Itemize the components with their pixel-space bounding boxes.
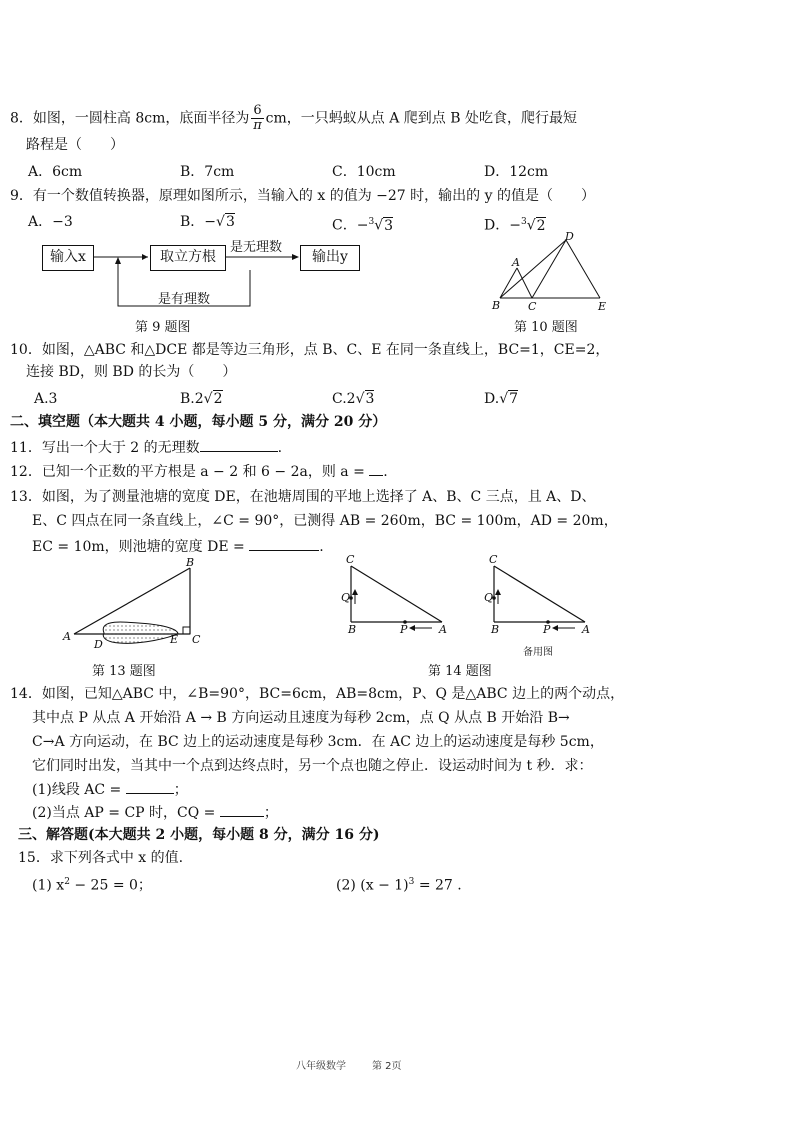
q11-line: 11．写出一个大于 2 的无理数 .	[10, 437, 282, 457]
q14-spare-label-q: Q	[484, 591, 494, 604]
q14-line1: 14．如图，已知△ABC 中，∠B=90°，BC=6cm，AB=8cm，P、Q 是△ABC 边上的两个动点，	[10, 686, 625, 702]
q14-line2: 其中点 P 从点 A 开始沿 A → B 方向运动且速度为每秒 2cm，点 Q 从点 B 开始沿 B→	[32, 710, 570, 726]
q8-line1-a: 8．如图，一圆柱高 8cm，底面半径为	[10, 110, 250, 127]
q8-option-c: C．10cm	[332, 164, 396, 180]
section3-heading: 三、解答题(本大题共 2 小题，每小题 8 分，满分 16 分)	[18, 827, 380, 843]
section2-heading: 二、填空题（本大题共 4 小题，每小题 5 分，满分 20 分）	[10, 414, 387, 430]
q12-line: 12．已知一个正数的平方根是 a − 2 和 6 − 2a，则 a = .	[10, 461, 388, 481]
q14-line4: 它们同时出发，当其中一个点到达终点时，另一个点也随之停止．设运动时间为 t 秒．求：	[32, 758, 593, 774]
q8-line2: 路程是（ ）	[26, 137, 124, 153]
q10-label-d: D	[565, 230, 574, 243]
q14-part2: (2)当点 AP = CP 时，CQ = ；	[32, 802, 278, 822]
q9-option-b: B．−√3	[180, 214, 235, 230]
q10-option-a: A.3	[34, 391, 58, 407]
q13-line3: EC = 10m，则池塘的宽度 DE = .	[32, 536, 324, 556]
q9-caption: 第 9 题图	[135, 320, 191, 335]
q9-process-box: 取立方根	[150, 245, 226, 271]
q14-label-p: P	[400, 623, 408, 636]
q10-label-e: E	[598, 300, 607, 313]
q8-fraction-num: 6	[253, 103, 262, 118]
q14-spare-caption: 备用图	[523, 647, 553, 658]
q14-spare-label-b: B	[491, 623, 500, 636]
q10-caption: 第 10 题图	[514, 320, 578, 335]
q10-label-b: B	[492, 299, 501, 312]
q14-label-c: C	[346, 553, 355, 566]
q9-output-box: 输出y	[300, 245, 360, 271]
q14-label-a: A	[439, 623, 447, 636]
q14-label-b: B	[348, 623, 357, 636]
q14-label-q: Q	[341, 591, 351, 604]
q9-option-a: A．−3	[28, 214, 73, 230]
q10-option-d: D.√7	[484, 391, 519, 407]
q9-line1: 9．有一个数值转换器，原理如图所示，当输入的 x 的值为 −27 时，输出的 y 的值是（ ）	[10, 188, 595, 204]
q15-part1: (1) $x^2 - 25 = 0$；	[32, 877, 152, 894]
q13-label-c: C	[192, 633, 201, 646]
q8-option-d: D．12cm	[484, 164, 549, 180]
q13-label-e: E	[170, 633, 179, 646]
q10-option-b: B.2√2	[180, 391, 223, 407]
footer-subject: 八年级数学	[296, 1061, 346, 1072]
q15-line1: 15．求下列各式中 x 的值.	[18, 850, 184, 866]
q8-option-b: B．7cm	[180, 164, 235, 180]
q13-label-d: D	[94, 638, 103, 651]
q9-option-d: D．−$^3$√2	[484, 217, 546, 234]
q14-spare-label-p: P	[543, 623, 551, 636]
q8-option-a: A．6cm	[28, 164, 83, 180]
footer-page: 第 2页	[372, 1061, 402, 1072]
q8-line1-b: cm，一只蚂蚁从点 A 爬到点 B 处吃食，爬行最短	[265, 110, 577, 127]
q9-option-c: C．−$^3$√3	[332, 217, 394, 234]
q13-line2: E、C 四点在同一条直线上，∠C = 90°，已测得 AB = 260m，BC = 100m，AD = 20m，	[32, 513, 618, 529]
q13-caption: 第 13 题图	[92, 664, 156, 679]
q14-line3: C→A 方向运动，在 BC 边上的运动速度是每秒 3cm．在 AC 边上的运动速度是每秒 5cm，	[32, 734, 604, 750]
q14-caption: 第 14 题图	[428, 664, 492, 679]
q10-line1: 10．如图，△ABC 和△DCE 都是等边三角形，点 B、C、E 在同一条直线上，BC=1，CE=2，	[10, 342, 610, 358]
q14-spare-label-a: A	[582, 623, 590, 636]
q10-option-c: C.2√3	[332, 391, 375, 407]
q15-part2: (2) $(x - 1)^3 = 27$ .	[336, 877, 462, 894]
q9-irrational-label: 是无理数	[230, 240, 283, 255]
q10-label-a: A	[512, 256, 520, 269]
q13-line1: 13．如图，为了测量池塘的宽度 DE，在池塘周围的平地上选择了 A、B、C 三点，且 A、D、	[10, 489, 596, 505]
q14-part1: (1)线段 AC = ；	[32, 779, 188, 799]
q13-label-b: B	[186, 556, 195, 569]
q8-fraction-den: π	[253, 118, 262, 133]
q13-label-a: A	[63, 630, 71, 643]
q9-rational-label: 是有理数	[158, 292, 211, 307]
q9-input-box: 输入x	[42, 245, 94, 271]
q10-line2: 连接 BD，则 BD 的长为（ ）	[26, 364, 237, 380]
q10-label-c: C	[528, 300, 537, 313]
q14-spare-label-c: C	[489, 553, 498, 566]
